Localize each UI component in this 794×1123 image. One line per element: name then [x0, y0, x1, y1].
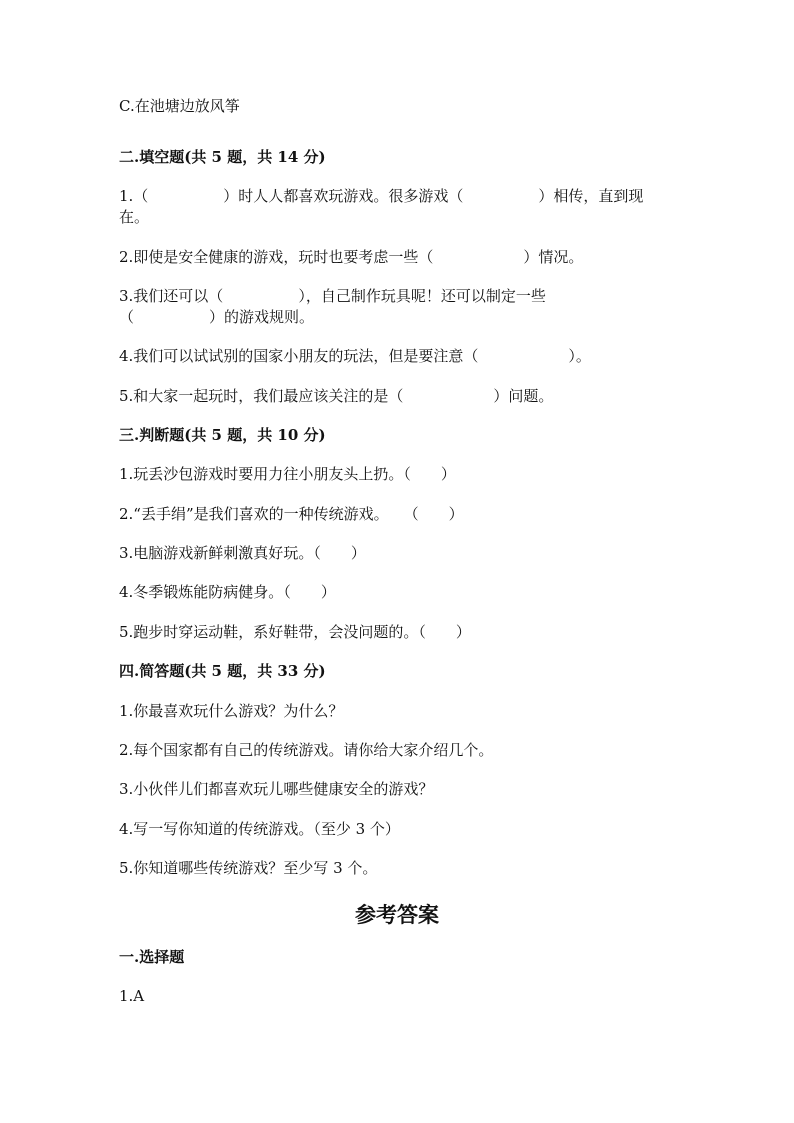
section-fill-blank-heading: 二.填空题(共 5 题，共 14 分): [119, 148, 326, 166]
fill-blank-q3-line2: （ ）的游戏规则。: [119, 308, 315, 326]
answer-key-title: 参考答案: [355, 902, 439, 927]
short-answer-q4: 4.写一写你知道的传统游戏。（至少 3 个）: [119, 820, 400, 838]
true-false-q5: 5.跑步时穿运动鞋，系好鞋带，会没问题的。（ ）: [119, 623, 471, 641]
short-answer-q5: 5.你知道哪些传统游戏？至少写 3 个。: [119, 859, 378, 877]
true-false-q3: 3.电脑游戏新鲜刺激真好玩。（ ）: [119, 544, 366, 562]
answer-section1-heading: 一.选择题: [119, 948, 185, 966]
short-answer-q2: 2.每个国家都有自己的传统游戏。请你给大家介绍几个。: [119, 741, 494, 759]
fill-blank-q4: 4.我们可以试试别的国家小朋友的玩法，但是要注意（ ）。: [119, 347, 591, 365]
fill-blank-q3-line1: 3.我们还可以（ ），自己制作玩具呢！还可以制定一些: [119, 287, 546, 305]
answer-1: 1.A: [119, 987, 145, 1005]
fill-blank-q2: 2.即使是安全健康的游戏，玩时也要考虑一些（ ）情况。: [119, 248, 584, 266]
section-true-false-heading: 三.判断题(共 5 题，共 10 分): [119, 426, 326, 444]
section-short-answer-heading: 四.简答题(共 5 题，共 33 分): [119, 662, 326, 680]
true-false-q2: 2.“丢手绢”是我们喜欢的一种传统游戏。 （ ）: [119, 505, 464, 523]
fill-blank-q5: 5.和大家一起玩时，我们最应该关注的是（ ）问题。: [119, 387, 554, 405]
fill-blank-q1-line1: 1.（ ）时人人都喜欢玩游戏。很多游戏（ ）相传，直到现: [119, 187, 644, 205]
true-false-q4: 4.冬季锻炼能防病健身。（ ）: [119, 583, 336, 601]
fill-blank-q1-line2: 在。: [119, 208, 150, 226]
true-false-q1: 1.玩丢沙包游戏时要用力往小朋友头上扔。（ ）: [119, 465, 456, 483]
short-answer-q3: 3.小伙伴儿们都喜欢玩儿哪些健康安全的游戏？: [119, 780, 434, 798]
short-answer-q1: 1.你最喜欢玩什么游戏？为什么？: [119, 702, 344, 720]
option-c: C.在池塘边放风筝: [119, 97, 240, 115]
